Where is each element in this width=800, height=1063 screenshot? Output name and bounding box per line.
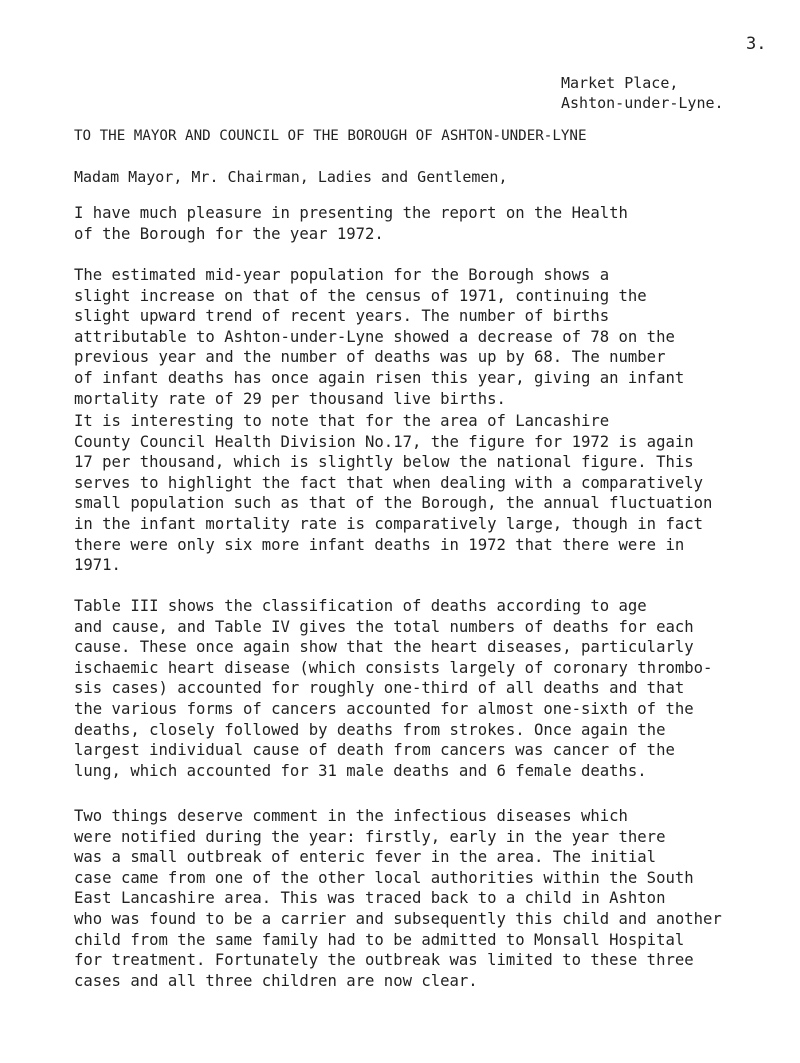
address-block xyxy=(561,73,724,113)
salutation: Madam Mayor, Mr. Chairman, Ladies and Gentlemen, xyxy=(74,168,508,186)
paragraph-infant-mortality xyxy=(74,411,794,576)
text-line: mortality rate of 29 per thousand live births. xyxy=(74,389,506,408)
text-line: deaths, closely followed by deaths from strokes. Once again the xyxy=(74,720,666,739)
address-line: Ashton-under-Lyne. xyxy=(561,94,724,112)
text-line: East Lancashire area. This was traced back to a child in Ashton xyxy=(74,889,666,908)
paragraph-infectious-diseases xyxy=(74,806,794,991)
text-line: The estimated mid-year population for the Borough shows a xyxy=(74,266,610,284)
text-line: who was found to be a carrier and subsequently this child and another xyxy=(74,909,722,928)
text-line: 17 per thousand, which is slightly below the national figure. This xyxy=(74,453,694,472)
text-line: County Council Health Division No.17, the figure for 1972 is again xyxy=(74,432,694,451)
text-line: small population such as that of the Borough, the annual fluctuation xyxy=(74,494,713,513)
paragraph-population xyxy=(74,265,794,409)
text-line: cases and all three children are now clear. xyxy=(74,971,478,990)
text-line: serves to highlight the fact that when dealing with a comparatively xyxy=(74,473,704,492)
address-line: Market Place, xyxy=(561,74,679,92)
text-line: ischaemic heart disease (which consists largely of coronary thrombo- xyxy=(74,658,713,677)
text-line: Two things deserve comment in the infectious diseases which xyxy=(74,807,628,825)
text-line: Table III shows the classification of deaths according to age xyxy=(74,597,647,615)
text-line: the various forms of cancers accounted for almost one-sixth of the xyxy=(74,699,694,718)
text-line: in the infant mortality rate is comparatively large, though in fact xyxy=(74,514,704,533)
text-line: were notified during the year: firstly, early in the year there xyxy=(74,827,666,846)
page-number: 3. xyxy=(746,34,767,54)
paragraph-causes-of-death xyxy=(74,596,794,781)
text-line: I have much pleasure in presenting the report on the Health xyxy=(74,204,628,222)
text-line: cause. These once again show that the heart diseases, particularly xyxy=(74,638,694,657)
text-line: largest individual cause of death from cancers was cancer of the xyxy=(74,741,675,760)
text-line: for treatment. Fortunately the outbreak was limited to these three xyxy=(74,951,694,970)
letter-heading: TO THE MAYOR AND COUNCIL OF THE BOROUGH OF ASHTON-UNDER-LYNE xyxy=(74,128,587,144)
text-line: slight increase on that of the census of 1971, continuing the xyxy=(74,286,647,305)
text-line: sis cases) accounted for roughly one-third of all deaths and that xyxy=(74,679,685,698)
text-line: was a small outbreak of enteric fever in the area. The initial xyxy=(74,848,657,867)
text-line: of the Borough for the year 1972. xyxy=(74,224,384,243)
text-line: It is interesting to note that for the area of Lancashire xyxy=(74,412,610,430)
text-line: lung, which accounted for 31 male deaths and 6 female deaths. xyxy=(74,761,647,780)
text-line: of infant deaths has once again risen this year, giving an infant xyxy=(74,368,685,387)
text-line: slight upward trend of recent years. The number of births xyxy=(74,307,610,326)
text-line: and cause, and Table IV gives the total numbers of deaths for each xyxy=(74,617,694,636)
text-line: case came from one of the other local authorities within the South xyxy=(74,868,694,887)
text-line: attributable to Ashton-under-Lyne showed a decrease of 78 on the xyxy=(74,327,675,346)
text-line: child from the same family had to be admitted to Monsall Hospital xyxy=(74,930,685,949)
text-line: there were only six more infant deaths in 1972 that there were in xyxy=(74,535,685,554)
text-line: 1971. xyxy=(74,556,121,575)
text-line: previous year and the number of deaths was up by 68. The number xyxy=(74,348,666,367)
paragraph-introduction xyxy=(74,203,794,244)
